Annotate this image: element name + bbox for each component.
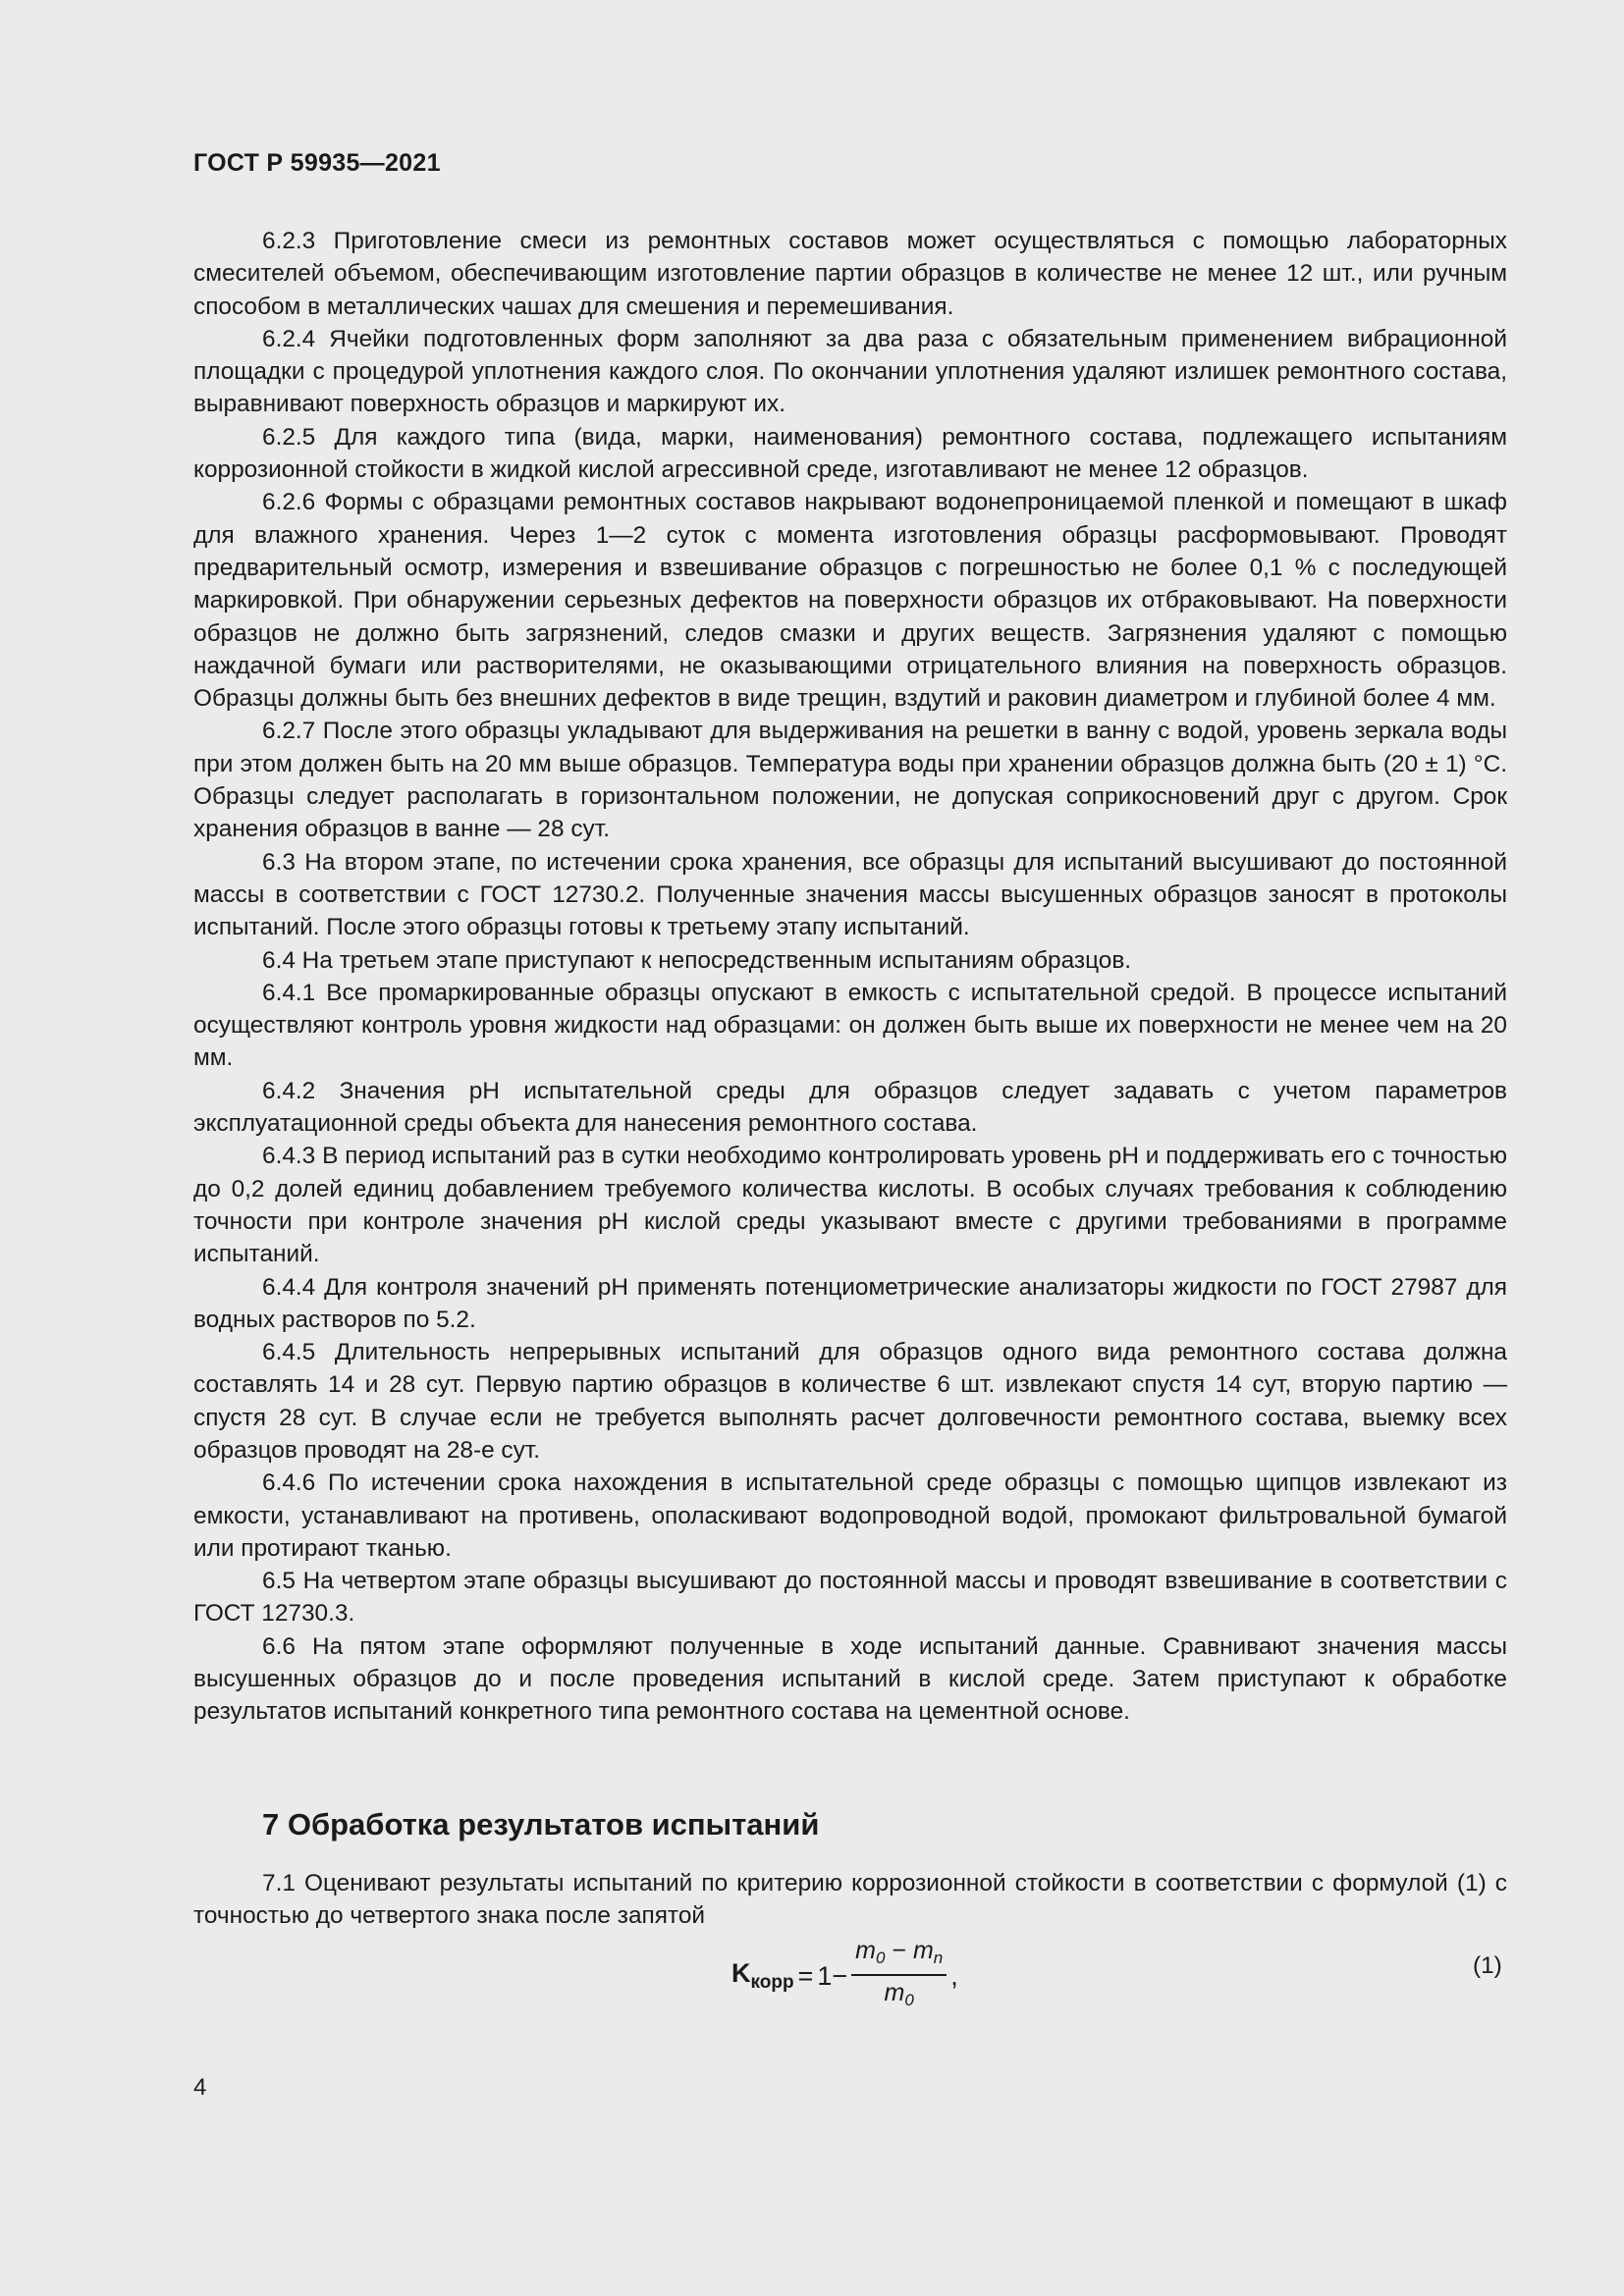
page-number: 4 (193, 2074, 207, 2101)
paragraph-6-4-4: 6.4.4 Для контроля значений рН применять потенциометрические анализаторы жидкости по ГОСТ 27987 для водных растворов по 5.2. (193, 1273, 1507, 1333)
formula-one-minus: 1− (817, 1960, 848, 1991)
paragraph-6-2-3: 6.2.3 Приготовление смеси из ремонтных составов может осуществляться с помощью лабораторных смесителей объемом, обеспечивающим изготовление партии образцов в количестве не менее 12 шт., или ручным способом в металлических чашах для смешения и перемешивания. (193, 228, 1507, 320)
paragraph-6-6: 6.6 На пятом этапе оформляют полученные в ходе испытаний данные. Сравнивают значения массы высушенных образцов до и после проведения испытаний в кислой среде. Затем приступают к обработке результатов испытаний конкретного типа ремонтного состава на цементной основе. (193, 1632, 1507, 1726)
formula-fraction (851, 1937, 947, 2015)
formula-equals: = (797, 1960, 814, 1991)
formula-denominator: $m_0$ (884, 1979, 914, 2009)
paragraph-6-3: 6.3 На втором этапе, по истечении срока хранения, все образцы для испытаний высушивают до постоянной массы в соответствии с ГОСТ 12730.2. Полученные значения массы высушенных образцов заносят в протоколы испытаний. После этого образцы готовы к третьему этапу испытаний. (193, 848, 1507, 941)
section-7-body (193, 1867, 1507, 1933)
formula-numerator: $m_0 - m_n$ (851, 1937, 947, 1976)
paragraph-6-2-6: 6.2.6 Формы с образцами ремонтных составов накрывают водонепроницаемой пленкой и помещают в шкаф для влажного хранения. Через 1—2 суток с момента изготовления образцы расформовывают. Проводят предварительный осмотр, измерения и взвешивание образцов с погрешностью не более 0,1 % с последующей маркировкой. При обнаружении серьезных дефектов на поверхности образцов их отбраковывают. На поверхности образцов не должно быть загрязнений, следов смазки и других веществ. Загрязнения удаляют с помощью наждачной бумаги или растворителями, не оказывающими отрицательного влияния на поверхность образцов. Образцы должны быть без внешних дефектов в виде трещин, вздутий и раковин диаметром и глубиной более 4 мм. (193, 489, 1507, 713)
paragraph-6-4-5: 6.4.5 Длительность непрерывных испытаний для образцов одного вида ремонтного состава должна составлять 14 и 28 сут. Первую партию образцов в количестве 6 шт. извлекают спустя 14 сут, вторую партию — спустя 28 сут. В случае если не требуется выполнять расчет долговечности ремонтного состава, выемку всех образцов проводят на 28-е сут. (193, 1339, 1507, 1464)
paragraph-7-1: 7.1 Оценивают результаты испытаний по критерию коррозионной стойкости в соответствии с формулой (1) с точностью до четвертого знака после запятой (193, 1870, 1507, 1930)
paragraph-6-2-7: 6.2.7 После этого образцы укладывают для выдерживания на решетки в ванну с водой, уровень зеркала воды при этом должен быть на 20 мм выше образцов. Температура воды при хранении образцов должна быть (20 ± 1) °С. Образцы следует располагать в горизонтальном положении, не допуская соприкосновений друг с другом. Срок хранения образцов в ванне — 28 сут. (193, 718, 1507, 843)
formula-comma: , (950, 1960, 958, 1991)
paragraph-6-4-2: 6.4.2 Значения рН испытательной среды для образцов следует задавать с учетом параметров эксплуатационной среды объекта для нанесения ремонтного состава. (193, 1077, 1507, 1138)
document-header: ГОСТ Р 59935—2021 (193, 149, 441, 177)
paragraph-6-2-4: 6.2.4 Ячейки подготовленных форм заполняют за два раза с обязательным применением вибрационной площадки с процедурой уплотнения каждого слоя. По окончании уплотнения удаляют излишек ремонтного состава, выравнивают поверхность образцов и маркируют их. (193, 325, 1507, 418)
section-6-body (193, 225, 1507, 1729)
paragraph-6-4-3: 6.4.3 В период испытаний раз в сутки необходимо контролировать уровень рН и поддерживать его с точностью до 0,2 долей единиц добавлением требуемого количества кислоты. В особых случаях требования к соблюдению точности при контроле значения рН кислой среды указывают вместе с другими требованиями в программе испытаний. (193, 1143, 1507, 1268)
paragraph-6-2-5: 6.2.5 Для каждого типа (вида, марки, наименования) ремонтного состава, подлежащего испытаниям коррозионной стойкости в жидкой кислой агрессивной среде, изготавливают не менее 12 образцов. (193, 423, 1507, 484)
section-7-title: 7 Обработка результатов испытаний (262, 1807, 820, 1842)
formula-lhs: $K_{корр}$ (731, 1958, 794, 1993)
formula-number: (1) (1473, 1952, 1502, 1979)
paragraph-6-4-6: 6.4.6 По истечении срока нахождения в испытательной среде образцы с помощью щипцов извлекают из емкости, устанавливают на противень, ополаскивают водопроводной водой, промокают фильтровальной бумагой или протирают тканью. (193, 1469, 1507, 1562)
paragraph-6-4: 6.4 На третьем этапе приступают к непосредственным испытаниям образцов. (262, 946, 1132, 974)
formula-corrosion-coefficient (731, 1937, 958, 2010)
paragraph-6-4-1: 6.4.1 Все промаркированные образцы опускают в емкость с испытательной средой. В процессе испытаний осуществляют контроль уровня жидкости над образцами: он должен быть выше их поверхности не менее чем на 20 мм. (193, 979, 1507, 1072)
formula-lhs-subscript: корр (750, 1972, 794, 1993)
paragraph-6-5: 6.5 На четвертом этапе образцы высушивают до постоянной массы и проводят взвешивание в соответствии с ГОСТ 12730.3. (193, 1568, 1507, 1628)
